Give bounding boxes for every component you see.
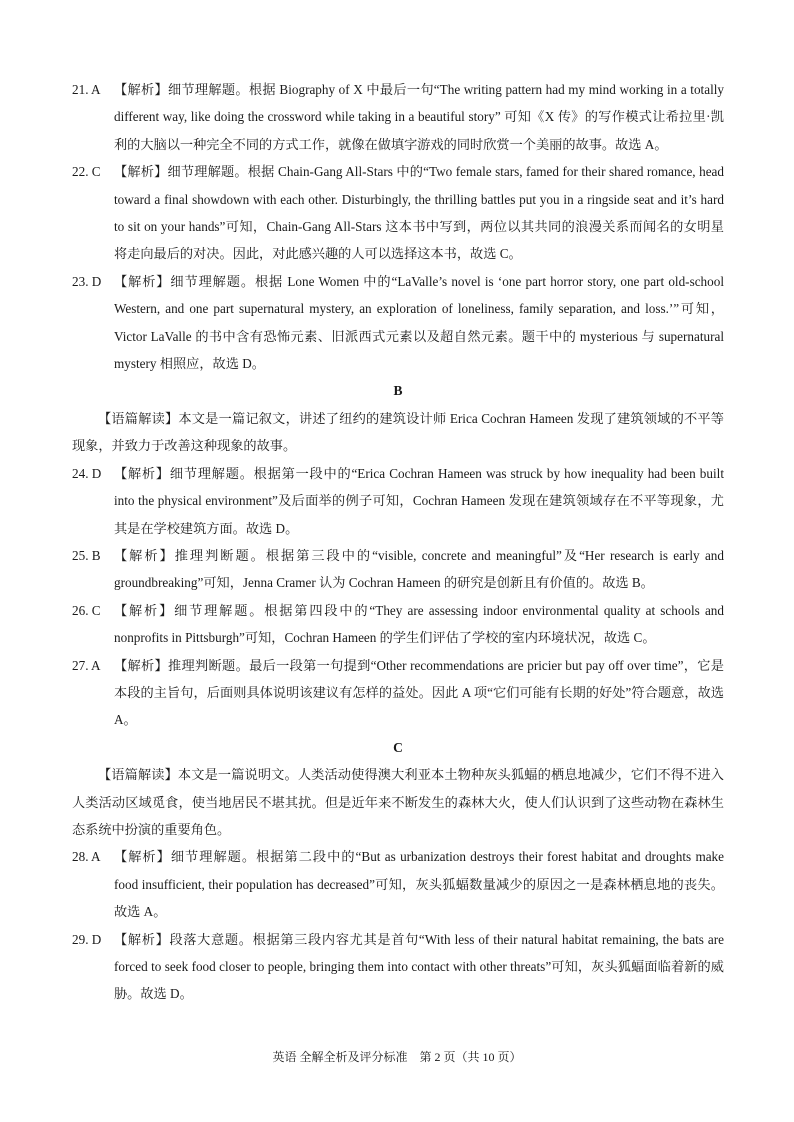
answer-number: 26. C [72, 602, 101, 618]
answer-item-25 [72, 542, 724, 597]
answer-explanation: 【解析】段落大意题。根据第三段内容尤其是首句“With less of their natural habitat remaining, the bats are forced to seek food closer to people, bringing them into contact with other threats”可知，灰头狐蝠面临着新的威胁。故选 D。 [114, 931, 724, 1002]
section-b-intro: 【语篇解读】本文是一篇记叙文，讲述了纽约的建筑设计师 Erica Cochran Hameen 发现了建筑领域的不平等现象，并致力于改善这种现象的故事。 [72, 410, 724, 454]
answer-number: 23. D [72, 273, 102, 289]
answer-explanation: 【解析】推理判断题。最后一段第一句提到“Other recommendations are pricier but pay off over time”，它是本段的主旨句，后面则具体说明该建议有怎样的益处。因此 A 项“它们可能有长期的好处”符合题意，故选 A。 [114, 657, 724, 728]
answer-item-22 [72, 158, 724, 268]
answer-explanation: 【解析】细节理解题。根据 Lone Women 中的“LaValle’s novel is ‘one part horror story, one part old-school Western, and one part supernatural mystery, an exploration of loneliness, family separation, and loss.’”可知，Victor LaValle 的书中含有恐怖元素、旧派西式元素以及超自然元素。题干中的 mysterious 与 supernatural mystery 相照应，故选 D。 [114, 273, 724, 372]
answer-item-27 [72, 652, 724, 734]
answer-explanation: 【解析】细节理解题。根据第二段中的“But as urbanization destroys their forest habitat and droughts make food insufficient, their population has decreased”可知，灰头狐蝠数量减少的原因之一是森林栖息地的丧失。故选 A。 [114, 849, 724, 920]
answer-number: 22. C [72, 164, 101, 180]
answer-item-24 [72, 460, 724, 542]
answer-item-23 [72, 268, 724, 378]
answer-explanation: 【解析】推理判断题。根据第三段中的“visible, concrete and meaningful”及“Her research is early and groundbreaking”可知，Jenna Cramer 认为 Cochran Hameen 的研究是创新且有价值的。故选 B。 [114, 547, 724, 591]
answer-content [72, 76, 724, 1008]
answer-item-21 [72, 76, 724, 158]
page-footer: 英语 全解全析及评分标准 第 2 页（共 10 页） [272, 1050, 522, 1064]
section-heading-b: B [393, 383, 403, 399]
section-c-intro: 【语篇解读】本文是一篇说明文。人类活动使得澳大利亚本土物种灰头狐蝠的栖息地减少，它们不得不进入人类活动区域觅食，使当地居民不堪其扰。但是近年来不断发生的森林大火，使人们认识到了这些动物在森林生态系统中扮演的重要角色。 [72, 767, 724, 837]
answer-number: 28. A [72, 849, 101, 865]
answer-number: 25. B [72, 547, 101, 563]
answer-number: 27. A [72, 657, 101, 673]
answer-explanation: 【解析】细节理解题。根据第四段中的“They are assessing indoor environmental quality at schools and nonprofits in Pittsburgh”可知，Cochran Hameen 的学生们评估了学校的室内环境状况，故选 C。 [114, 602, 724, 646]
section-heading-c: C [393, 739, 403, 755]
answer-explanation: 【解析】细节理解题。根据 Chain-Gang All-Stars 中的“Two female stars, famed for their shared romance, head toward a final showdown with each other. Disturbingly, the thrilling battles put you in a ringside seat and it’s hard to sit on your hands”可知，Chain-Gang All-Stars 这本书中写到，两位以其共同的浪漫关系而闻名的女明星将走向最后的对决。因此，对此感兴趣的人可以选择这本书，故选 C。 [114, 164, 724, 262]
answer-number: 24. D [72, 465, 102, 481]
answer-item-29 [72, 926, 724, 1008]
answer-number: 29. D [72, 931, 102, 947]
answer-explanation: 【解析】细节理解题。根据第一段中的“Erica Cochran Hameen was struck by how inequality had been built into the physical environment”及后面举的例子可知，Cochran Hameen 发现在建筑领域存在不平等现象，尤其是在学校建筑方面。故选 D。 [114, 465, 724, 536]
answer-number: 21. A [72, 82, 101, 97]
answer-explanation: 【解析】细节理解题。根据 Biography of X 中最后一句“The writing pattern had my mind working in a totally different way, like doing the crossword while taking in a beautiful story” 可知《X 传》的写作模式让希拉里·凯利的大脑以一种完全不同的方式工作，就像在做填字游戏的同时欣赏一个美丽的故事。故选 A。 [114, 82, 724, 152]
answer-item-26 [72, 597, 724, 652]
answer-item-28 [72, 843, 724, 925]
